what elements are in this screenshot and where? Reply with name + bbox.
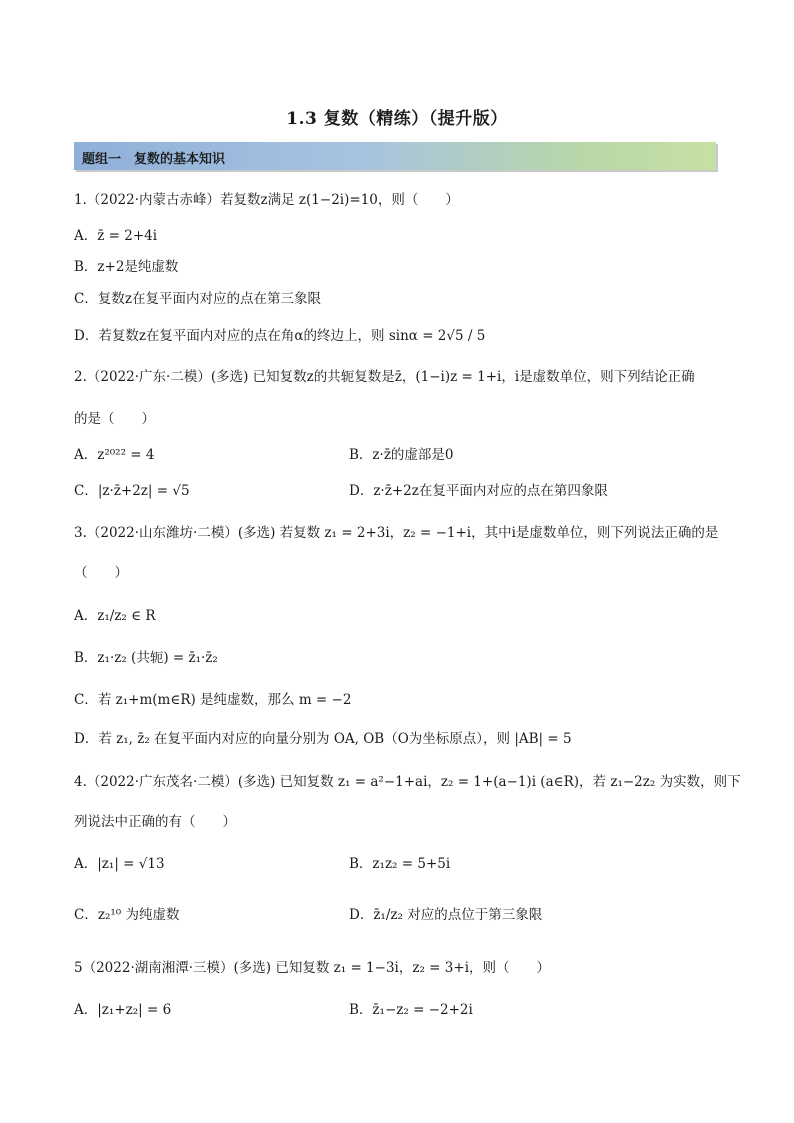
question-2-option-d: D．z·z̄+2z在复平面内对应的点在第四象限 (349, 483, 608, 499)
section-label: 题组一 复数的基本知识 (82, 152, 226, 167)
question-4-option-c: C．z₂¹⁰ 为纯虚数 (74, 907, 180, 923)
section-banner (74, 142, 716, 170)
question-1-stem: 1.（2022·内蒙古赤峰）若复数z满足 z(1−2i)=10，则（ ） (74, 192, 459, 208)
question-2-stem-line1: 2.（2022·广东·二模）(多选) 已知复数z的共轭复数是z̄，(1−i)z = 1+i，i是虚数单位，则下列结论正确 (74, 369, 695, 385)
question-3-stem-line1: 3.（2022·山东潍坊·二模）(多选) 若复数 z₁ = 2+3i，z₂ = −1+i，其中i是虚数单位，则下列说法正确的是 (74, 525, 719, 541)
page-title: 1.3 复数（精练）（提升版） (286, 109, 508, 129)
question-2-option-b: B．z·z̄的虚部是0 (349, 447, 454, 463)
question-3-option-a: A．z₁/z₂ ∈ R (74, 608, 156, 624)
question-3-option-b: B．z₁·z₂ (共轭) = z̄₁·z̄₂ (74, 650, 218, 666)
question-1-option-d: D．若复数z在复平面内对应的点在角α的终边上，则 sinα = 2√5 / 5 (74, 328, 486, 344)
question-5-option-b: B．z̄₁−z₂ = −2+2i (349, 1002, 473, 1018)
question-1-option-a: A．z̄ = 2+4i (74, 228, 158, 244)
question-5-option-a: A．|z₁+z₂| = 6 (74, 1002, 172, 1018)
question-4-option-a: A．|z₁| = √13 (74, 856, 165, 872)
question-1-option-c: C．复数z在复平面内对应的点在第三象限 (74, 291, 321, 307)
question-3-stem-line2: （ ） (74, 565, 128, 581)
question-2-option-a: A．z²⁰²² = 4 (74, 447, 155, 463)
question-3-option-c: C．若 z₁+m(m∈R) 是纯虚数，那么 m = −2 (74, 692, 352, 708)
question-4-option-d: D．z̄₁/z₂ 对应的点位于第三象限 (349, 907, 543, 923)
question-2-stem-line2: 的是（ ） (74, 411, 155, 427)
question-5-stem: 5（2022·湖南湘潭·三模）(多选) 已知复数 z₁ = 1−3i，z₂ = 3+i，则（ ） (74, 960, 551, 976)
question-3-option-d: D．若 z₁, z̄₂ 在复平面内对应的向量分别为 OA, OB（O为坐标原点），则 |AB| = 5 (74, 731, 572, 747)
question-2-option-c: C．|z·z̄+2z| = √5 (74, 483, 190, 499)
question-1-option-b: B．z+2是纯虚数 (74, 259, 179, 275)
question-4-stem-line1: 4.（2022·广东茂名·二模）(多选) 已知复数 z₁ = a²−1+ai，z₂ = 1+(a−1)i (a∈R)，若 z₁−2z₂ 为实数，则下 (74, 774, 741, 790)
question-4-option-b: B．z₁z₂ = 5+5i (349, 856, 451, 872)
question-4-stem-line2: 列说法中正确的有（ ） (74, 814, 236, 830)
